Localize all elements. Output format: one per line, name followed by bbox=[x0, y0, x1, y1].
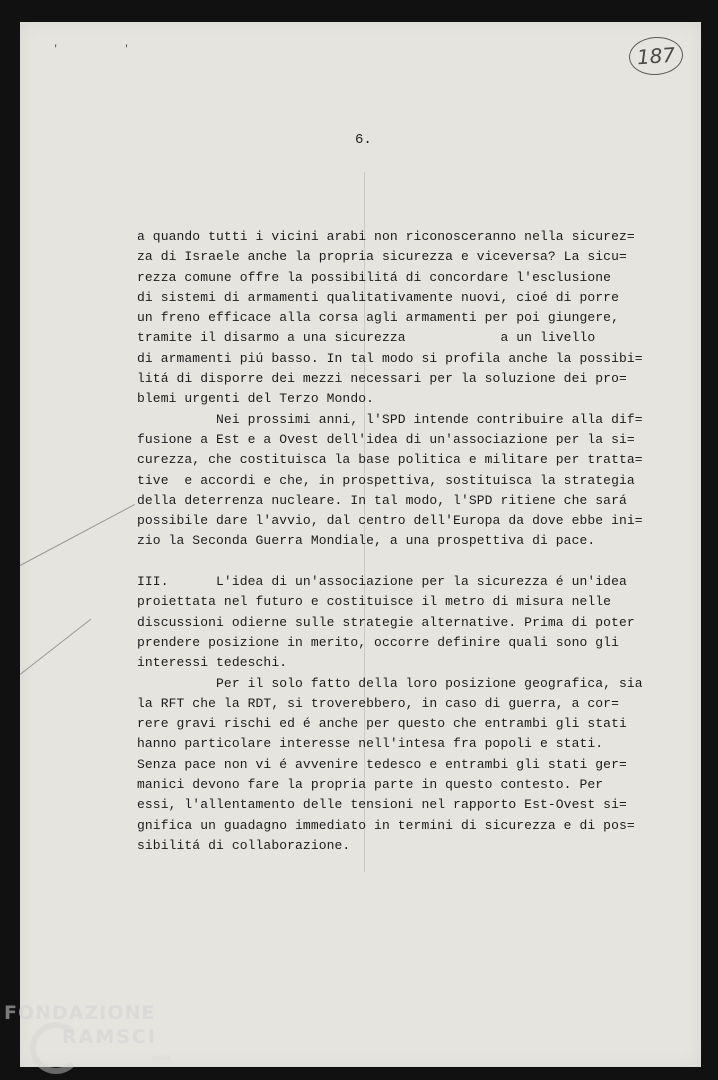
text-line: sibilitá di collaborazione. bbox=[137, 837, 351, 853]
text-line: tive e accordi e che, in prospettiva, sostituisca la strategia bbox=[137, 472, 635, 488]
text-line: rere gravi rischi ed é anche per questo che entrambi gli stati bbox=[137, 716, 627, 732]
text-line: Senza pace non vi é avvenire tedesco e entrambi gli stati ger= bbox=[137, 756, 627, 772]
page-number: 6. bbox=[355, 132, 372, 148]
text-line: a quando tutti i vicini arabi non riconosceranno nella sicurez= bbox=[137, 229, 635, 244]
g-logo-icon bbox=[30, 1022, 82, 1074]
text-line: della deterrenza nucleare. In tal modo, l'SPD ritiene che sará bbox=[137, 492, 627, 508]
text-line: tramite il disarmo a una sicurezza a un livello bbox=[137, 330, 596, 346]
text-line: rezza comune offre la possibilitá di concordare l'esclusione bbox=[137, 269, 612, 285]
text-line: prendere posizione in merito, occorre definire quali sono gli bbox=[137, 634, 619, 650]
text-line: za di Israele anche la propria sicurezza e viceversa? La sicu= bbox=[137, 249, 627, 265]
watermark-line1: FONDAZIONE bbox=[4, 1002, 156, 1024]
text-line: litá di disporre dei mezzi necessari per la soluzione dei pro= bbox=[137, 371, 627, 387]
text-line: un freno efficace alla corsa agli armamenti per poi giungere, bbox=[137, 310, 619, 326]
text-line: blemi urgenti del Terzo Mondo. bbox=[137, 391, 375, 407]
text-line: Per il solo fatto della loro posizione geografica, sia bbox=[137, 675, 643, 691]
text-line: la RFT che la RDT, si troverebbero, in caso di guerra, a cor= bbox=[137, 695, 619, 711]
text-line: di sistemi di armamenti qualitativamente nuovi, cioé di porre bbox=[137, 289, 619, 305]
text-line: Nei prossimi anni, l'SPD intende contribuire alla dif= bbox=[137, 411, 643, 427]
text-line: fusione a Est e a Ovest dell'idea di un'associazione per la si= bbox=[137, 431, 635, 447]
text-line: discussioni odierne sulle strategie alternative. Prima di poter bbox=[137, 614, 635, 630]
watermark-line2: RAMSCI bbox=[62, 1026, 157, 1048]
pencil-mark bbox=[20, 619, 92, 675]
text-line: interessi tedeschi. bbox=[137, 655, 288, 671]
watermark-small: onlus bbox=[152, 1054, 171, 1062]
corner-marks: ' ' bbox=[53, 44, 160, 54]
text-line: zio la Seconda Guerra Mondiale, a una prospettiva di pace. bbox=[137, 533, 596, 549]
typed-text-body bbox=[137, 227, 677, 856]
watermark-logo bbox=[4, 1002, 171, 1062]
text-line: essi, l'allentamento delle tensioni nel rapporto Est-Ovest si= bbox=[137, 797, 627, 813]
text-line: proiettata nel futuro e costituisce il metro di misura nelle bbox=[137, 594, 612, 610]
text-line: hanno particolare interesse nell'intesa fra popoli e stati. bbox=[137, 736, 604, 752]
archive-number-stamp: 187 bbox=[628, 35, 685, 77]
text-line: III. L'idea di un'associazione per la sicurezza é un'idea bbox=[137, 574, 627, 590]
text-line: possibile dare l'avvio, dal centro dell'Europa da dove ebbe ini= bbox=[137, 513, 643, 529]
pencil-mark bbox=[20, 504, 135, 566]
paragraph-gap bbox=[137, 552, 677, 572]
text-line: gnifica un guadagno immediato in termini di sicurezza e di pos= bbox=[137, 817, 635, 833]
text-line: di armamenti piú basso. In tal modo si profila anche la possibi= bbox=[137, 350, 643, 366]
document-page bbox=[20, 22, 701, 1067]
text-line: manici devono fare la propria parte in questo contesto. Per bbox=[137, 777, 604, 793]
text-line: curezza, che costituisca la base politica e militare per tratta= bbox=[137, 452, 643, 468]
